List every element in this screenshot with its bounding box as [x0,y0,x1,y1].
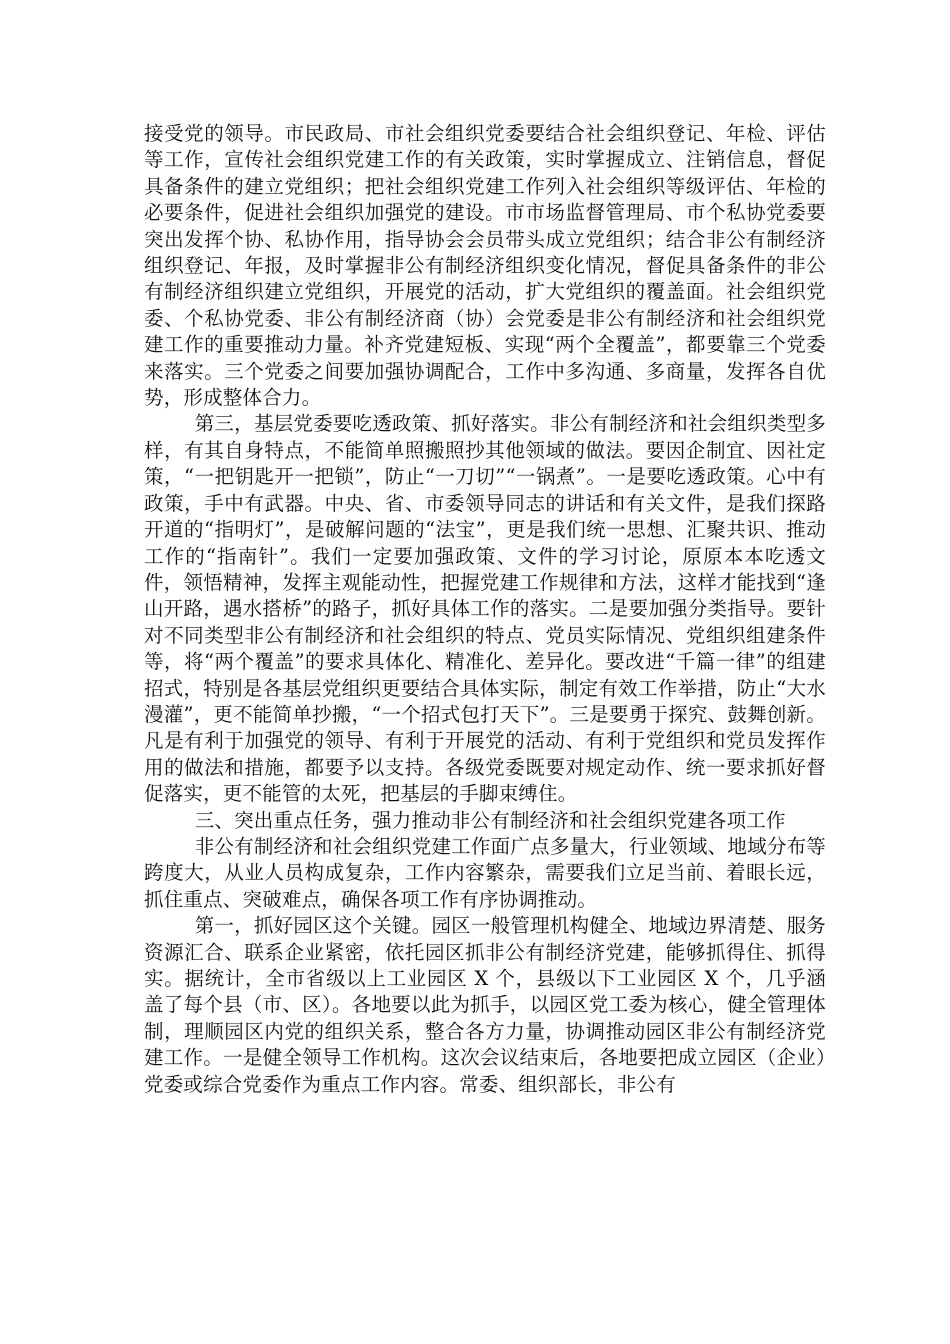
paragraph-section-intro: 非公有制经济和社会组织党建工作面广点多量大，行业领域、地域分布等跨度大，从业人员构成复杂，工作内容繁杂，需要我们立足当前、着眼长远，抓住重点、突破难点，确保各项工作有序协调推动。 [144,834,826,911]
paragraph-third-point: 第三，基层党委要吃透政策、抓好落实。非公有制经济和社会组织类型多样，有其自身特点，不能简单照搬照抄其他领域的做法。要因企制宜、因社定策，“一把钥匙开一把锁”，防止“一刀切”“一锅煮”。一是要吃透政策。心中有政策，手中有武器。中央、省、市委领导同志的讲话和有关文件，是我们探路开道的“指明灯”，是破解问题的“法宝”，更是我们统一思想、汇聚共识、推动工作的“指南针”。我们一定要加强政策、文件的学习讨论，原原本本吃透文件，领悟精神，发挥主观能动性，把握党建工作规律和方法，这样才能找到“逢山开路，遇水搭桥”的路子，抓好具体工作的落实。二是要加强分类指导。要针对不同类型非公有制经济和社会组织的特点、党员实际情况、党组织组建条件等，将“两个覆盖”的要求具体化、精准化、差异化。要改进“千篇一律”的组建招式，特别是各基层党组织更要结合具体实际，制定有效工作举措，防止“大水漫灌”，更不能简单抄搬，“一个招式包打天下”。三是要勇于探究、鼓舞创新。凡是有利于加强党的领导、有利于开展党的活动、有利于党组织和党员发挥作用的做法和措施，都要予以支持。各级党委既要对规定动作、统一要求抓好督促落实，更不能管的太死，把基层的手脚束缚住。 [144,412,826,806]
paragraph-continued: 接受党的领导。市民政局、市社会组织党委要结合社会组织登记、年检、评估等工作，宣传社会组织党建工作的有关政策，实时掌握成立、注销信息，督促具备条件的建立党组织；把社会组织党建工作列入社会组织等级评估、年检的必要条件，促进社会组织加强党的建设。市市场监督管理局、市个私协党委要突出发挥个协、私协作用，指导协会会员带头成立党组织；结合非公有制经济组织登记、年报，及时掌握非公有制经济组织变化情况，督促具备条件的非公有制经济组织建立党组织，开展党的活动，扩大党组织的覆盖面。社会组织党委、个私协党委、非公有制经济商（协）会党委是非公有制经济和社会组织党建工作的重要推动力量。补齐党建短板、实现“两个全覆盖”，都要靠三个党委来落实。三个党委之间要加强协调配合，工作中多沟通、多商量，发挥各自优势，形成整体合力。 [144,122,826,410]
paragraph-first-point: 第一，抓好园区这个关键。园区一般管理机构健全、地域边界清楚、服务资源汇合、联系企业紧密，依托园区抓非公有制经济党建，能够抓得住、抓得实。据统计，全市省级以上工业园区 X 个，县级以下工业园区 X 个，几乎涵盖了每个县（市、区）。各地要以此为抓手，以园区党工委为核心，健全管理体制，理顺园区内党的组织关系，整合各方力量，协调推动园区非公有制经济党建工作。一是健全领导工作机构。这次会议结束后，各地要把成立园区（企业）党委或综合党委作为重点工作内容。常委、组织部长，非公有 [144,914,826,1096]
section-heading-three: 三、突出重点任务，强力推动非公有制经济和社会组织党建各项工作 [194,808,786,832]
document-page [144,121,826,1098]
